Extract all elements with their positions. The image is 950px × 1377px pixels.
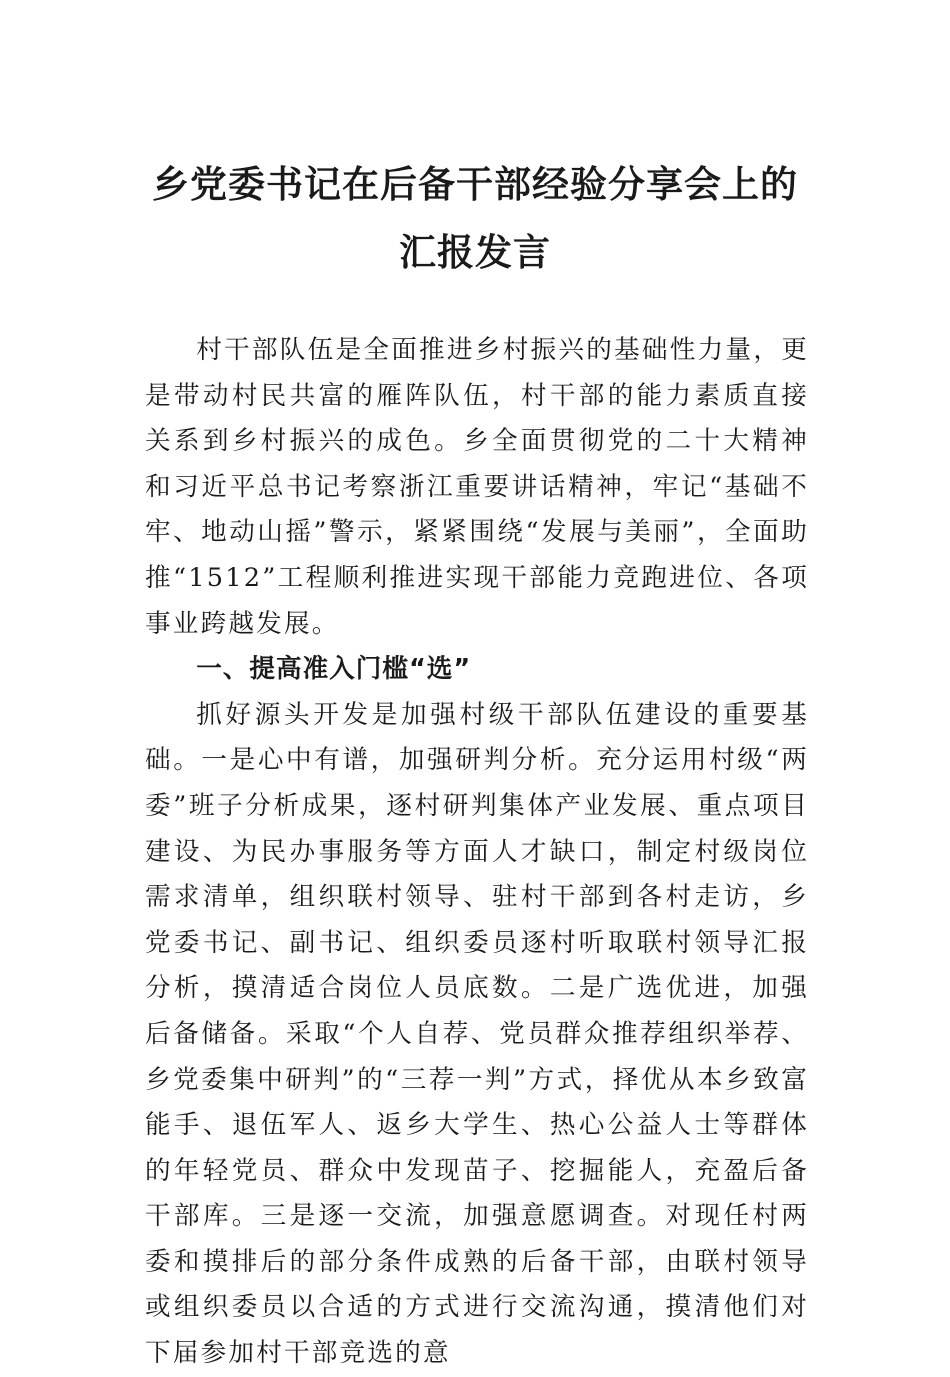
section-heading-1: 一、提高准入门槛“选”	[196, 654, 472, 685]
document-body	[145, 328, 809, 1377]
document-title: 乡党委书记在后备干部经验分享会上的汇报发言	[152, 162, 798, 274]
paragraph-intro: 村干部队伍是全面推进乡村振兴的基础性力量，更是带动村民共富的雁阵队伍，村干部的能力素质直接关系到乡村振兴的成色。乡全面贯彻党的二十大精神和习近平总书记考察浙江重要讲话精神，牢记“基础不牢、地动山摇”警示，紧紧围绕“发展与美丽”，全面助推“1512”工程顺利推进实现干部能力竞跑进位、各项事业跨越发展。	[145, 335, 809, 639]
paragraph-section-1: 抓好源头开发是加强村级干部队伍建设的重要基础。一是心中有谱，加强研判分析。充分运用村级“两委”班子分析成果，逐村研判集体产业发展、重点项目建设、为民办事服务等方面人才缺口，制定村级岗位需求清单，组织联村领导、驻村干部到各村走访，乡党委书记、副书记、组织委员逐村听取联村领导汇报分析，摸清适合岗位人员底数。二是广选优进，加强后备储备。采取“个人自荐、党员群众推荐组织举荐、乡党委集中研判”的“三荐一判”方式，择优从本乡致富能手、退伍军人、返乡大学生、热心公益人士等群体的年轻党员、群众中发现苗子、挖掘能人，充盈后备干部库。三是逐一交流，加强意愿调查。对现任村两委和摸排后的部分条件成熟的后备干部，由联村领导或组织委员以合适的方式进行交流沟通，摸清他们对下届参加村干部竞选的意	[145, 699, 809, 1369]
